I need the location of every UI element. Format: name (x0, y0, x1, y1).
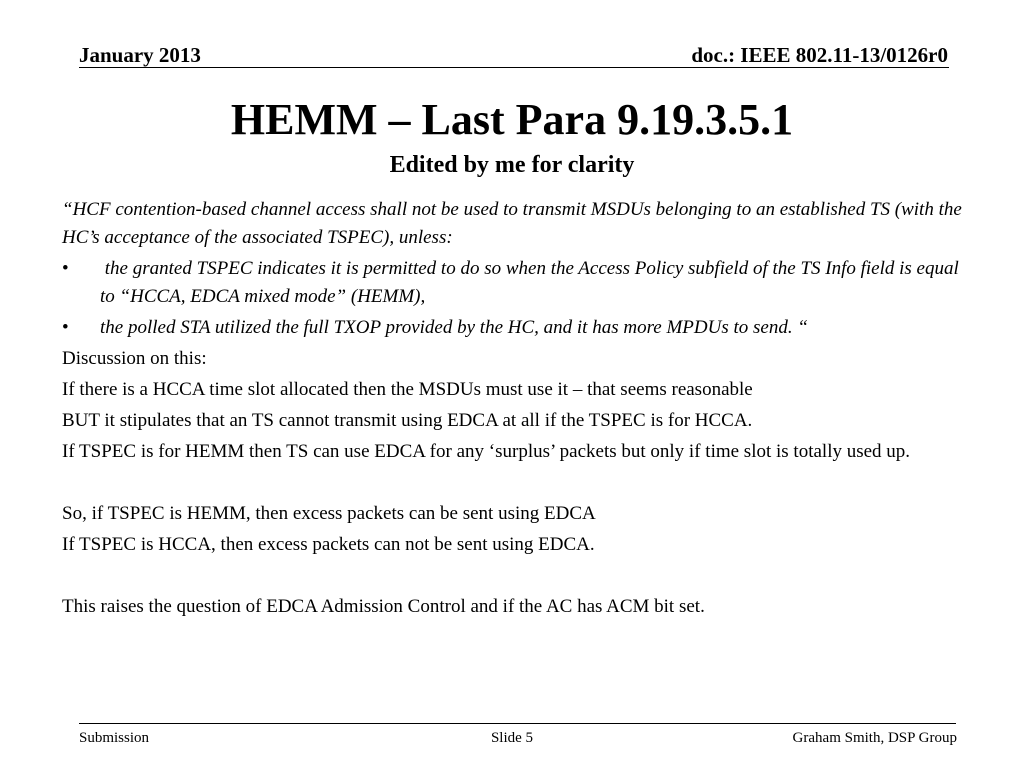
slide-title: HEMM – Last Para 9.19.3.5.1 (230, 95, 794, 144)
bullet-item (62, 314, 972, 342)
paragraph-so-hemm: So, if TSPEC is HEMM, then excess packets can be sent using EDCA (62, 503, 596, 524)
quote-intro: “HCF contention-based channel access shall not be used to transmit MSDUs belonging to an established TS (with the HC’s acceptance of the associated TSPEC), unless: (62, 199, 962, 248)
bullet-marker: • (62, 317, 69, 338)
spacer (62, 469, 972, 500)
bullet-marker: • (62, 258, 69, 279)
bullet-text: the granted TSPEC indicates it is permitted to do so when the Access Policy subfield of the TS Info field is equal to “HCCA, EDCA mixed mode” (HEMM), (100, 258, 964, 307)
paragraph-hemm: If TSPEC is for HEMM then TS can use EDCA for any ‘surplus’ packets but only if time slot is totally used up. (62, 441, 911, 462)
slide-body (62, 196, 972, 624)
header-doc-id: doc.: IEEE 802.11-13/0126r0 (691, 43, 948, 67)
paragraph-question: This raises the question of EDCA Admission Control and if the AC has ACM bit set. (62, 596, 705, 617)
footer-slide-number: Slide 5 (490, 730, 534, 746)
header-date: January 2013 (79, 43, 201, 67)
paragraph-discussion: Discussion on this: (62, 348, 207, 369)
paragraph-hcca-slot: If there is a HCCA time slot allocated then the MSDUs must use it – that seems reasonable (62, 379, 753, 400)
spacer (62, 562, 972, 593)
paragraph-but: BUT it stipulates that an TS cannot transmit using EDCA at all if the TSPEC is for HCCA. (62, 410, 753, 431)
footer-author: Graham Smith, DSP Group (792, 730, 957, 746)
bullet-text: the polled STA utilized the full TXOP provided by the HC, and it has more MPDUs to send. “ (100, 317, 808, 338)
bullet-item (62, 255, 972, 311)
paragraph-hcca-excess: If TSPEC is HCCA, then excess packets can not be sent using EDCA. (62, 534, 595, 555)
footer-divider (79, 723, 956, 724)
header-divider (79, 67, 949, 68)
footer-submission: Submission (79, 730, 150, 746)
slide-subtitle: Edited by me for clarity (389, 152, 635, 178)
